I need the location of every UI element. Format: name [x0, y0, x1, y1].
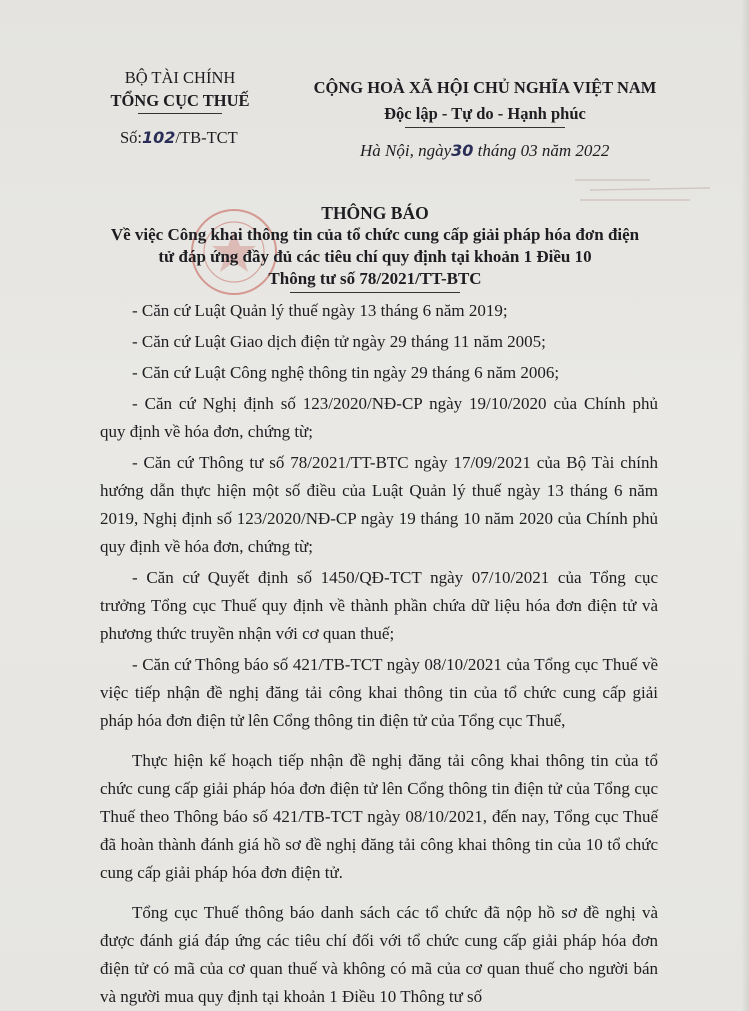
national-motto: Độc lập - Tự do - Hạnh phúc	[384, 104, 586, 123]
notice-subject-line2: tử đáp ứng đầy đủ các tiêu chí quy định tại khoản 1 Điều 10	[158, 247, 592, 266]
notice-title-block	[60, 202, 690, 293]
issuer-underline	[138, 113, 222, 114]
document-number	[120, 128, 238, 148]
page-edge-shadow	[741, 0, 749, 1011]
date-prefix: Hà Nội, ngày	[360, 141, 452, 160]
legal-basis-item: - Căn cứ Nghị định số 123/2020/NĐ-CP ngày 19/10/2020 của Chính phủ quy định về hóa đơn, chứng từ;	[100, 394, 658, 441]
national-header	[290, 75, 680, 128]
title-underline	[290, 292, 460, 293]
notice-subject-line1: Về việc Công khai thông tin của tổ chức cung cấp giải pháp hóa đơn điện	[110, 225, 640, 244]
nation-name: CỘNG HOÀ XÃ HỘI CHỦ NGHĨA VIỆT NAM	[313, 78, 657, 97]
notice-body	[100, 297, 658, 1011]
notice-heading: THÔNG BÁO	[321, 203, 429, 223]
issue-date	[360, 141, 609, 161]
body-paragraph: Thực hiện kế hoạch tiếp nhận đề nghị đăng tải công khai thông tin của tổ chức cung cấp giải pháp hóa đơn điện tử lên Cổng thông tin điện tử của Tổng cục Thuế theo Thông báo số 421/TB-TCT ngày 08/10/2021, đến nay, Tổng cục Thuế đã hoàn thành đánh giá hồ sơ đề nghị đăng tải công khai thông tin của 10 tổ chức cung cấp giải pháp hóa đơn điện tử.	[100, 751, 658, 882]
legal-basis-item: - Căn cứ Luật Giao dịch điện tử ngày 29 tháng 11 năm 2005;	[132, 332, 546, 351]
agency-name: TỔNG CỤC THUẾ	[110, 91, 250, 110]
doc-no-suffix: /TB-TCT	[175, 128, 238, 147]
notice-subject-line3: Thông tư số 78/2021/TT-BTC	[268, 269, 482, 288]
legal-basis-item: - Căn cứ Luật Công nghệ thông tin ngày 29 tháng 6 năm 2006;	[132, 363, 560, 382]
doc-no-prefix: Số:	[120, 128, 143, 147]
legal-basis-item: - Căn cứ Quyết định số 1450/QĐ-TCT ngày 07/10/2021 của Tổng cục trưởng Tổng cục Thuế quy định về thành phần chứa dữ liệu hóa đơn điện tử và phương thức truyền nhận với cơ quan thuế;	[100, 568, 658, 643]
date-day-handwritten: 30	[451, 141, 474, 160]
issuer-block	[100, 66, 260, 114]
legal-basis-item: - Căn cứ Thông tư số 78/2021/TT-BTC ngày 17/09/2021 của Bộ Tài chính hướng dẫn thực hiện một số điều của Luật Quản lý thuế ngày 13 tháng 6 năm 2019, Nghị định số 123/2020/NĐ-CP ngày 19 tháng 10 năm 2020 của Chính phủ quy định về hóa đơn, chứng từ;	[100, 453, 658, 556]
legal-basis-item: - Căn cứ Luật Quản lý thuế ngày 13 tháng 6 năm 2019;	[132, 301, 508, 320]
legal-basis-item: - Căn cứ Thông báo số 421/TB-TCT ngày 08/10/2021 của Tổng cục Thuế về việc tiếp nhận đề nghị đăng tải công khai thông tin của tổ chức cung cấp giải pháp hóa đơn điện tử lên Cổng thông tin điện tử của Tổng cục Thuế,	[100, 655, 658, 730]
date-suffix: tháng 03 năm 2022	[473, 141, 610, 160]
motto-underline	[405, 127, 565, 128]
doc-no-handwritten: 102	[142, 128, 176, 147]
body-paragraph: Tổng cục Thuế thông báo danh sách các tổ chức đã nộp hồ sơ đề nghị và được đánh giá đáp ứng các tiêu chí đối với tổ chức cung cấp giải pháp hóa đơn điện tử có mã của cơ quan thuế và không có mã của cơ quan thuế cho người bán và người mua quy định tại khoản 1 Điều 10 Thông tư số	[100, 903, 658, 1006]
ministry-name: BỘ TÀI CHÍNH	[124, 68, 236, 87]
